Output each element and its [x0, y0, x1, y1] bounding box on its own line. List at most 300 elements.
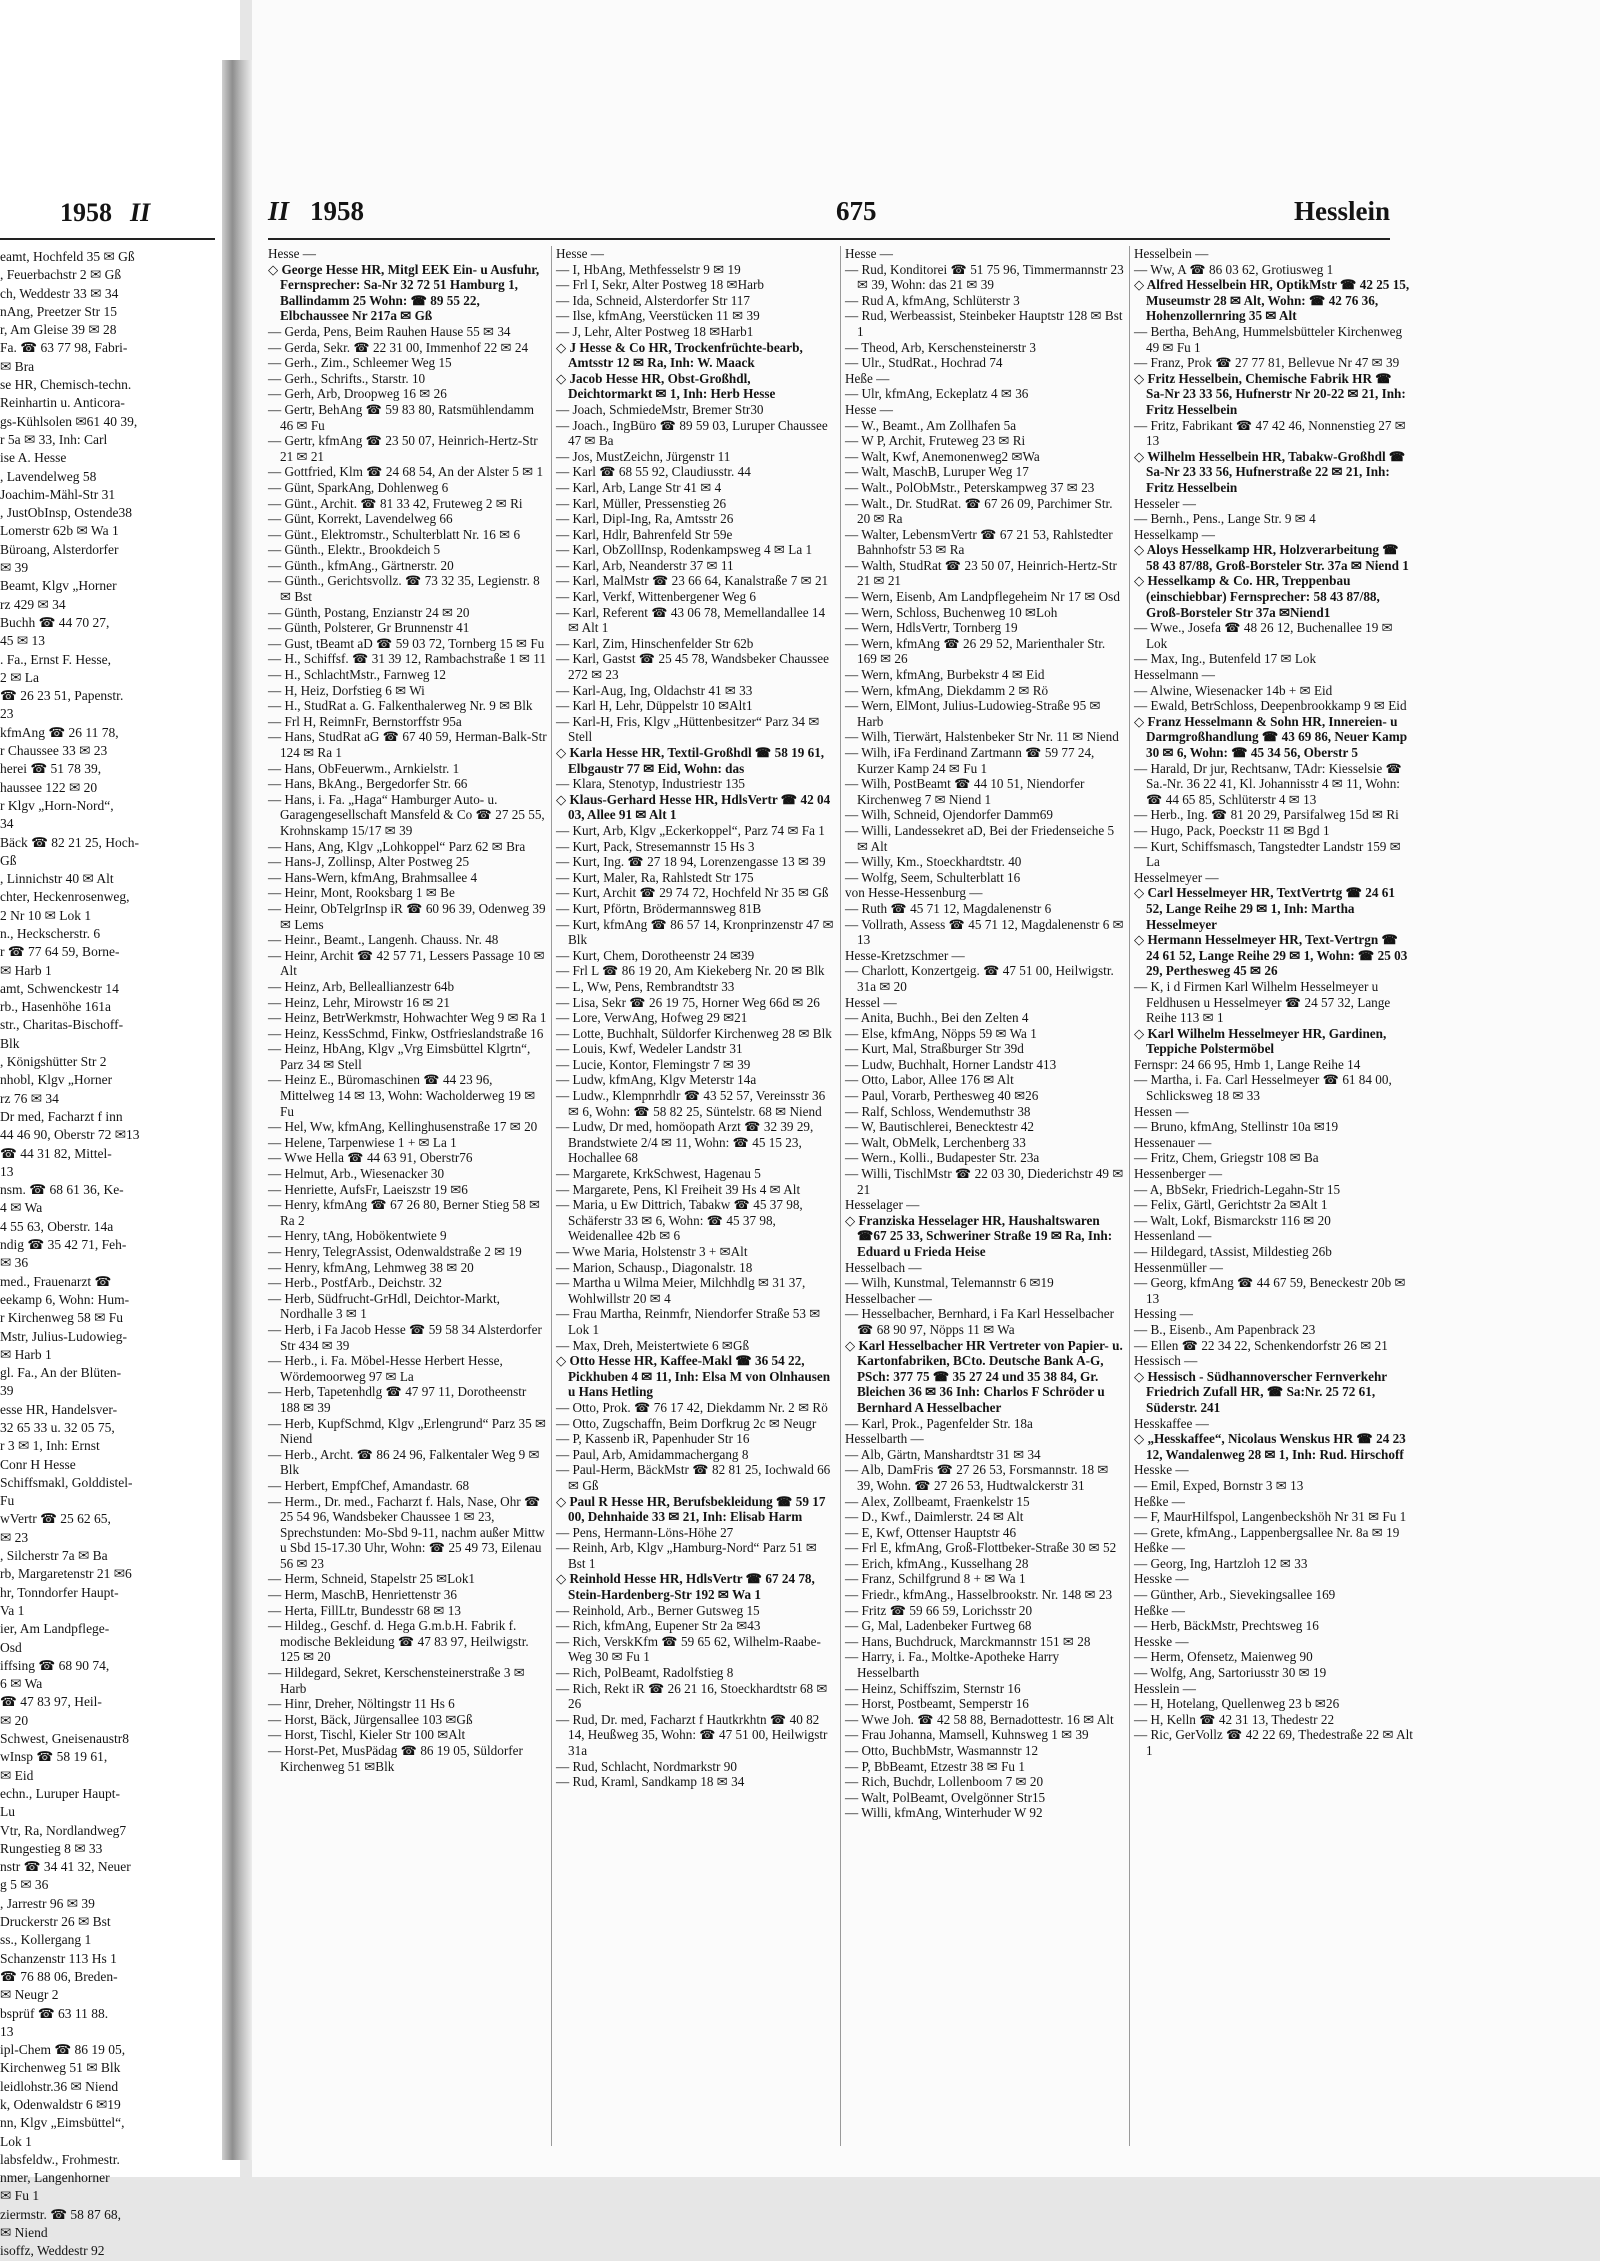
- directory-entry: ◇ Carl Hesselmeyer HR, TextVertrtg ☎ 24 61 52, Lange Reihe 29 ✉ 1, Inh: Martha Hesselmeyer: [1134, 885, 1395, 932]
- directory-entry: — Wern, ElMont, Julius-Ludowieg-Straße 95 ✉ Harb: [845, 698, 1101, 729]
- directory-entry: — Frl I, Sekr, Alter Postweg 18 ✉Harb: [556, 277, 764, 293]
- directory-entry: — Heinr, Mont, Rooksbarg 1 ✉ Be: [268, 885, 455, 901]
- left-page-line: , Königshütter Str 2: [0, 1054, 107, 1070]
- directory-entry: — Kurt, Pack, Stresemannstr 15 Hs 3: [556, 838, 755, 854]
- directory-entry: — Ilse, kfmAng, Veerstücken 11 ✉ 39: [556, 308, 760, 324]
- left-page-line: Dr med, Facharzt f inn: [0, 1108, 123, 1124]
- directory-entry: — Rich, PolBeamt, Radolfstieg 8: [556, 1665, 734, 1681]
- directory-entry: — Hildegard, tAssist, Mildestieg 26b: [1134, 1244, 1332, 1259]
- directory-entry: — Wilh, Schneid, Ojendorfer Damm69: [845, 807, 1053, 823]
- directory-entry: — Herb, Südfrucht-GrHdl, Deichtor-Markt, Nordhalle 3 ✉ 1: [268, 1290, 500, 1322]
- directory-entry: — Horst, Tischl, Kieler Str 100 ✉Alt: [268, 1727, 466, 1743]
- left-page-line: rz 429 ✉ 34: [0, 596, 66, 612]
- directory-entry: — Kurt, Archit ☎ 29 74 72, Hochfeld Nr 35 ✉ Gß: [556, 885, 829, 901]
- directory-entry: — F, MaurHilfspol, Langenbeckshöh Nr 31 ✉ Fu 1: [1134, 1509, 1407, 1525]
- directory-entry: — A, BbSekr, Friedrich-Legahn-Str 15: [1134, 1181, 1341, 1197]
- directory-entry: — Helmut, Arb., Wiesenacker 30: [268, 1166, 445, 1182]
- directory-entry: ◇ J Hesse & Co HR, Trockenfrüchte-bearb, Amtsstr 12 ✉ Ra, Inh: W. Maack: [556, 339, 803, 371]
- left-page-line: nmer, Langenhorner: [0, 2170, 110, 2186]
- directory-entry: — Hans, Buchdruck, Marckmannstr 151 ✉ 28: [845, 1633, 1091, 1649]
- directory-entry: — Hinr, Dreher, Nöltingstr 11 Hs 6: [268, 1696, 455, 1712]
- directory-entry: — Karl H, Lehr, Düppelstr 10 ✉Alt1: [556, 698, 753, 714]
- directory-entry: — H., Schiffsf. ☎ 31 39 12, Rambachstraße 1 ✉ 11: [268, 651, 546, 667]
- left-page-line: iffsing ☎ 68 90 74,: [0, 1657, 110, 1673]
- directory-entry: — Bruno, kfmAng, Stellinstr 10a ✉19: [1134, 1119, 1339, 1135]
- directory-entry: — Erich, kfmAng., Kusselhang 28: [845, 1555, 1029, 1571]
- directory-entry: ◇ Paul R Hesse HR, Berufsbekleidung ☎ 59 17 00, Dehnhaide 33 ✉ 21, Inh: Elisab Harm: [556, 1493, 826, 1525]
- directory-entry: — Gertr, kfmAng ☎ 23 50 07, Heinrich-Hertz-Str 21 ✉ 21: [268, 433, 538, 464]
- left-page-line: , Silcherstr 7a ✉ Ba: [0, 1548, 108, 1564]
- directory-entry: — Kurt, Maler, Ra, Rahlstedt Str 175: [556, 869, 754, 885]
- directory-entry: — Ludw, Buchhalt, Horner Landstr 413: [845, 1056, 1057, 1072]
- left-page-line: Bäck ☎ 82 21 25, Hoch-: [0, 834, 140, 850]
- directory-entry: — Wern, Schloss, Buchenweg 10 ✉Loh: [845, 604, 1058, 620]
- left-page-line: eekamp 6, Wohn: Hum-: [0, 1291, 130, 1307]
- directory-entry: — Gerda, Pens, Beim Rauhen Hause 55 ✉ 34: [268, 323, 511, 339]
- left-page-line: ✉ 36: [0, 1255, 29, 1271]
- directory-entry: — E, Kwf, Ottenser Hauptstr 46: [845, 1524, 1017, 1540]
- directory-entry: — Hans, BkAng., Bergedorfer Str. 66: [268, 776, 468, 792]
- left-page-line: 2 Nr 10 ✉ Lok 1: [0, 907, 92, 923]
- directory-entry: — Lotte, Buchhalt, Süldorfer Kirchenweg 28 ✉ Blk: [556, 1025, 832, 1041]
- directory-entry: — Kurt, Ing. ☎ 27 18 94, Lorenzengasse 13 ✉ 39: [556, 854, 826, 870]
- directory-entry: — Karl ☎ 68 55 92, Claudiusstr. 44: [556, 464, 751, 480]
- left-page-line: Fa. ☎ 63 77 98, Fabri-: [0, 340, 128, 356]
- left-page-line: g 5 ✉ 36: [0, 1877, 49, 1893]
- header-year: 1958: [310, 196, 364, 226]
- directory-entry: — Friedr., kfmAng., Hasselbrookstr. Nr. 148 ✉ 23: [845, 1587, 1113, 1603]
- left-page-line: leidlohstr.36 ✉ Niend: [0, 2078, 119, 2094]
- left-page-line: gs-Kühlsolen ✉61 40 39,: [0, 413, 138, 429]
- directory-entry: — Günt., Elektromstr., Schulterblatt Nr. 16 ✉ 6: [268, 526, 521, 542]
- directory-entry: — Wwe Hella ☎ 44 63 91, Oberstr76: [268, 1150, 473, 1166]
- directory-entry: — Wolfg, Seem, Schulterblatt 16: [845, 869, 1021, 885]
- directory-entry: — Wern., Kolli., Budapester Str. 23a: [845, 1150, 1040, 1166]
- directory-entry: — G, Mal, Ladenbeker Furtweg 68: [845, 1618, 1032, 1634]
- directory-entry: — Gerda, Sekr. ☎ 22 31 00, Immenhof 22 ✉ 24: [268, 339, 529, 355]
- directory-entry: — Rud A, kfmAng, Schlüterstr 3: [845, 292, 1020, 308]
- left-page-line: Schwest, Gneisenaustr8: [0, 1731, 129, 1747]
- directory-entry: — Henry, kfmAng, Lehmweg 38 ✉ 20: [268, 1259, 474, 1275]
- left-page-line: , JustObInsp, Ostende38: [0, 505, 132, 521]
- left-page-line: ☎ 44 31 82, Mittel-: [0, 1145, 112, 1161]
- directory-entry: — Franz, Prok ☎ 27 77 81, Bellevue Nr 47 ✉ 39: [1134, 355, 1400, 371]
- surname-heading: Hesselkamp —: [1134, 526, 1215, 542]
- directory-entry: — Reinhold, Arb., Berner Gutsweg 15: [556, 1602, 760, 1618]
- directory-entry: — Horst, Postbeamt, Semperstr 16: [845, 1696, 1029, 1712]
- left-page-line: ☎ 76 88 06, Breden-: [0, 1968, 118, 1984]
- directory-entry: — Rud, Werbeassist, Steinbeker Hauptstr 128 ✉ Bst 1: [845, 308, 1123, 339]
- directory-entry: — Wern, HdlsVertr, Tornberg 19: [845, 620, 1018, 636]
- directory-entry: — Gottfried, Klm ☎ 24 68 54, An der Alster 5 ✉ 1: [268, 464, 544, 480]
- directory-entry: — Kurt, Chem, Dorotheenstr 24 ✉39: [556, 947, 755, 963]
- directory-entry: — Rich, Rekt iR ☎ 26 21 16, Stoeckhardtstr 68 ✉ 26: [556, 1680, 828, 1712]
- left-page-line: echn., Luruper Haupt-: [0, 1785, 120, 1801]
- directory-entry: ◇ Karla Hesse HR, Textil-Großhdl ☎ 58 19 61, Elbgaustr 77 ✉ Eid, Wohn: das: [556, 745, 825, 776]
- directory-entry: — Herm., Dr. med., Facharzt f. Hals, Nase, Ohr ☎ 25 54 96, Wandsbeker Chaussee 1 ✉ 23, Sprechstunden: Mo-Sbd 9-11, nachm außer Mittw u Sbd 15-17.30 Uhr, Wohn: ☎ 25 49 73, Eilenau 56 ✉ 23: [268, 1493, 545, 1571]
- directory-column-1: [268, 246, 547, 2146]
- column-divider: [551, 246, 552, 2146]
- directory-entry: — Ludw, kfmAng, Klgv Meterstr 14a: [556, 1072, 757, 1088]
- directory-entry: — Heinz, BetrWerkmstr, Hohwachter Weg 9 ✉ Ra 1: [268, 1010, 547, 1026]
- left-page-line: . Fa., Ernst F. Hesse,: [0, 651, 112, 667]
- directory-entry: — Pens, Hermann-Löns-Höhe 27: [556, 1524, 734, 1540]
- left-page-line: 39: [0, 1383, 14, 1399]
- directory-entry: — Felix, Gärtl, Gerichtstr 2a ✉Alt 1: [1134, 1197, 1328, 1213]
- directory-entry: — Martha, i. Fa. Carl Hesselmeyer ☎ 61 84 00, Schlicksweg 18 ✉ 33: [1134, 1072, 1392, 1104]
- directory-entry: — Frau Johanna, Mamsell, Kuhnsweg 1 ✉ 39: [845, 1727, 1089, 1743]
- directory-entry: — Ww, A ☎ 86 03 62, Grotiusweg 1: [1134, 261, 1334, 277]
- surname-heading: Heße —: [845, 370, 890, 386]
- left-page-line: Mstr, Julius-Ludowieg-: [0, 1328, 127, 1344]
- left-page-line: rb, Margaretenstr 21 ✉6: [0, 1566, 132, 1582]
- directory-entry: — Herbert, EmpfChef, Amandastr. 68: [268, 1477, 470, 1493]
- surname-heading: Heßke —: [1134, 1493, 1185, 1509]
- left-page-line: ✉ Harb 1: [0, 1346, 52, 1362]
- directory-entry: — Maria, u Ew Dittrich, Tabakw ☎ 45 37 98, Schäferstr 33 ✉ 6, Wohn: ☎ 45 37 98, Weidenallee 42b ✉ 6: [556, 1197, 803, 1244]
- left-page-line: , Jarrestr 96 ✉ 39: [0, 1895, 95, 1911]
- directory-entry: — Heinz, HbAng, Klgv „Vrg Eimsbüttel Klgrtn“, Parz 34 ✉ Stell: [268, 1041, 531, 1072]
- directory-entry: ◇ Hessisch - Südhannoverscher Fernverkehr Friedrich Zufall HR, ☎ Sa:Nr. 25 72 61, Süderstr. 241: [1134, 1368, 1387, 1415]
- directory-entry: — Günt, SparkAng, Dohlenweg 6: [268, 479, 449, 495]
- directory-entry: — Hildegard, Sekret, Kerschensteinerstraße 3 ✉ Harb: [268, 1665, 525, 1696]
- directory-entry: — Gerh, Arb, Droopweg 16 ✉ 26: [268, 386, 447, 402]
- directory-entry: — Wilh, Tierwärt, Halstenbeker Str Nr. 11 ✉ Niend: [845, 729, 1119, 745]
- directory-entry: — Herm, Schneid, Stapelstr 25 ✉Lok1: [268, 1571, 476, 1587]
- directory-entry: — W., Beamt., Am Zollhafen 5a: [845, 417, 1017, 433]
- directory-entry: — Herb., PostfArb., Deichstr. 32: [268, 1275, 442, 1291]
- directory-entry: — Henriette, AufsFr, Laeiszstr 19 ✉6: [268, 1181, 468, 1197]
- directory-entry: ◇ Karl Wilhelm Hesselmeyer HR, Gardinen, Teppiche Polstermöbel: [1134, 1025, 1387, 1057]
- directory-entry: — Kurt, Pförtn, Brödermannsweg 81B: [556, 900, 762, 916]
- surname-heading: Hessenland —: [1134, 1228, 1212, 1244]
- directory-entry: — Willi, Landessekret aD, Bei der Friedenseiche 5 ✉ Alt: [845, 822, 1115, 854]
- directory-entry: — Herb., Archt. ☎ 86 24 96, Falkentaler Weg 9 ✉ Blk: [268, 1446, 540, 1478]
- directory-entry: — Lucie, Kontor, Flemingstr 7 ✉ 39: [556, 1056, 751, 1072]
- directory-entry: — Walt, PolBeamt, Ovelgönner Str15: [845, 1789, 1046, 1805]
- directory-entry: — Walt, ObMelk, Lerchenberg 33: [845, 1134, 1026, 1150]
- directory-entry: — Anita, Buchh., Bei den Zelten 4: [845, 1010, 1029, 1026]
- directory-entry: — Vollrath, Assess ☎ 45 71 12, Magdalenenstr 6 ✉ 13: [845, 916, 1124, 948]
- directory-entry: — Hans, Ang, Klgv „Lohkoppel“ Parz 62 ✉ Bra: [268, 838, 526, 854]
- surname-heading: Hessenauer —: [1134, 1134, 1212, 1150]
- left-page: [0, 198, 215, 2259]
- left-page-line: hr, Tonndorfer Haupt-: [0, 1584, 119, 1600]
- directory-entry: — Frl L ☎ 86 19 20, Am Kiekeberg Nr. 20 ✉ Blk: [556, 963, 825, 979]
- left-page-line: Conr H Hesse: [0, 1456, 76, 1472]
- left-page-line: ✉ Harb 1: [0, 962, 52, 978]
- directory-entry: — Herm, MaschB, Henriettenstr 36: [268, 1587, 457, 1603]
- left-page-line: r Klgv „Horn-Nord“,: [0, 797, 114, 813]
- directory-entry: — Jos, MustZeichn, Jürgenstr 11: [556, 448, 731, 464]
- directory-entry: ◇ Hesselkamp & Co. HR, Treppenbau (einschiebbar) Fernsprecher: 58 43 87/88, Groß-Borsteler Str 37a ✉Niend1: [1134, 573, 1380, 620]
- surname-heading: Hesselmann —: [1134, 667, 1215, 683]
- surname-heading: Hesselbach —: [845, 1259, 922, 1275]
- left-page-line: ✉ Bra: [0, 358, 35, 374]
- left-page-line: bsprüf ☎ 63 11 88.: [0, 2005, 109, 2021]
- directory-entry: — Heinz, Lehr, Mirowstr 16 ✉ 21: [268, 994, 450, 1010]
- directory-entry: — Henry, kfmAng ☎ 67 26 80, Berner Stieg 58 ✉ Ra 2: [268, 1197, 541, 1228]
- header-volume: II: [268, 196, 290, 226]
- header-rule: [268, 238, 1390, 240]
- left-page-line: Fu: [0, 1493, 15, 1509]
- directory-entry: — I, HbAng, Methfesselstr 9 ✉ 19: [556, 261, 741, 277]
- directory-entry: — Alex, Zollbeamt, Fraenkelstr 15: [845, 1493, 1030, 1509]
- directory-entry: — Else, kfmAng, Nöpps 59 ✉ Wa 1: [845, 1025, 1037, 1041]
- directory-entry: — P, BbBeamt, Etzestr 38 ✉ Fu 1: [845, 1758, 1025, 1774]
- left-page-line: Rungestieg 8 ✉ 33: [0, 1840, 103, 1856]
- left-page-line: 23: [0, 706, 14, 722]
- left-page-line: nn, Klgv „Eimsbüttel“,: [0, 2115, 125, 2131]
- directory-entry: — Kurt, Schiffsmasch, Tangstedter Landstr 159 ✉ La: [1134, 838, 1401, 870]
- directory-entry: — Margarete, Pens, Kl Freiheit 39 Hs 4 ✉ Alt: [556, 1181, 801, 1197]
- left-page-line: chter, Heckenrosenweg,: [0, 889, 130, 905]
- left-page-line: r 3 ✉ 1, Inh: Ernst: [0, 1438, 100, 1454]
- directory-entry: — Martha u Wilma Meier, Milchhdlg ✉ 31 37, Wohlwillstr 20 ✉ 4: [556, 1275, 806, 1306]
- directory-entry: — Walth, StudRat ☎ 23 50 07, Heinrich-Hertz-Str 21 ✉ 21: [845, 557, 1117, 589]
- left-page-line: ✉ Neugr 2: [0, 1987, 59, 2003]
- surname-heading: Hesselmeyer —: [1134, 869, 1219, 885]
- directory-entry: — Wilh, PostBeamt ☎ 44 10 51, Niendorfer Kirchenweg 7 ✉ Niend 1: [845, 776, 1085, 807]
- left-page-line: ✉ 39: [0, 560, 29, 576]
- directory-entry: — Fritz, Chem, Griegstr 108 ✉ Ba: [1134, 1150, 1319, 1166]
- directory-entry: — Alwine, Wiesenacker 14b + ✉ Eid: [1134, 682, 1333, 698]
- directory-entry: — Margarete, KrkSchwest, Hagenau 5: [556, 1166, 761, 1182]
- directory-entry: — Günth, Postang, Enzianstr 24 ✉ 20: [268, 604, 470, 620]
- left-page-line: Osd: [0, 1639, 22, 1655]
- left-page-line: 13: [0, 2023, 14, 2039]
- right-page-header: [268, 196, 1390, 236]
- left-page-line: 6 ✉ Wa: [0, 1676, 43, 1692]
- directory-entry: — Rud, Dr. med, Facharzt f Hautkrkhtn ☎ 40 82 14, Heußweg 35, Wohn: ☎ 47 51 00, Heilwigstr 31a: [556, 1711, 828, 1758]
- directory-entry: Fernspr: 24 66 95, Hmb 1, Lange Reihe 14: [1134, 1056, 1361, 1072]
- left-page-line: , Linnichstr 40 ✉ Alt: [0, 871, 114, 887]
- left-page-line: wInsp ☎ 58 19 61,: [0, 1749, 108, 1765]
- left-page-line: Büroang, Alsterdorfer: [0, 541, 119, 557]
- left-page-line: nstr ☎ 34 41 32, Neuer: [0, 1859, 131, 1875]
- directory-entry: — Reinh, Arb, Klgv „Hamburg-Nord“ Parz 51 ✉ Bst 1: [556, 1540, 817, 1571]
- directory-entry: — Ruth ☎ 45 71 12, Magdalenenstr 6: [845, 900, 1052, 916]
- directory-entry: — Heinr, ObTelgrInsp iR ☎ 60 96 39, Odenweg 39 ✉ Lems: [268, 900, 546, 932]
- directory-entry: — Karl-Aug, Ing, Oldachstr 41 ✉ 33: [556, 682, 753, 698]
- directory-entry: — Gertr, BehAng ☎ 59 83 80, Ratsmühlendamm 46 ✉ Fu: [268, 401, 535, 433]
- directory-entry: — K, i d Firmen Karl Wilhelm Hesselmeyer u Feldhusen u Hesselmeyer ☎ 24 57 32, Lange Reihe 113 ✉ 1: [1134, 978, 1391, 1026]
- directory-entry: ◇ Wilhelm Hesselbein HR, Tabakw-Großhdl ☎ Sa-Nr 23 33 56, Hufnerstraße 22 ✉ 21, Inh: Fritz Hesselbein: [1134, 448, 1406, 495]
- left-page-line: Joachim-Mähl-Str 31: [0, 486, 116, 502]
- directory-entry: — Ludw., Klempnrhdlr ☎ 43 52 57, Vereinsstr 36 ✉ 6, Wohn: ☎ 58 82 25, Süntelstr. 68 ✉ Niend: [556, 1088, 826, 1119]
- directory-entry: — Horst, Bäck, Jürgensallee 103 ✉Gß: [268, 1711, 473, 1727]
- directory-column-2: [556, 246, 835, 2146]
- directory-entry: — B., Eisenb., Am Papenbrack 23: [1134, 1321, 1316, 1337]
- surname-heading: Hessenmüller —: [1134, 1259, 1223, 1275]
- directory-entry: ◇ George Hesse HR, Mitgl EEK Ein- u Ausfuhr, Fernsprecher: Sa-Nr 32 72 51 Hamburg 1, Ballindamm 25 Wohn: ☎ 89 55 22, Elbchaussee Nr 217a ✉ Gß: [268, 261, 540, 324]
- left-page-line: se HR, Chemisch-techn.: [0, 377, 132, 393]
- directory-entry: — Alb, Gärtn, Manshardtstr 31 ✉ 34: [845, 1446, 1041, 1462]
- column-divider: [840, 246, 841, 2146]
- directory-entry: — Heinr, Archit ☎ 42 57 71, Lessers Passage 10 ✉ Alt: [268, 947, 545, 979]
- directory-entry: — Willi, kfmAng, Winterhuder W 92: [845, 1805, 1043, 1821]
- directory-entry: — Paul, Arb, Amidammachergang 8: [556, 1446, 749, 1462]
- directory-entry: — Charlott, Konzertgeig. ☎ 47 51 00, Heilwigstr. 31a ✉ 20: [845, 963, 1114, 994]
- directory-entry: ◇ Jacob Hesse HR, Obst-Großhdl, Deichtormarkt ✉ 1, Inh: Herb Hesse: [556, 370, 776, 402]
- directory-entry: — Günth., Elektr., Brookdeich 5: [268, 542, 441, 558]
- directory-entry: ◇ „Hesskaffee“, Nicolaus Wenskus HR ☎ 24 23 12, Wandalenweg 28 ✉ 1, Inh: Rud. Hirschoff: [1134, 1431, 1406, 1462]
- directory-entry: — Karl, Zim, Hinschenfelder Str 62b: [556, 635, 754, 651]
- directory-entry: ◇ Fritz Hesselbein, Chemische Fabrik HR ☎ Sa-Nr 23 33 56, Hufnerstr Nr 20-22 ✉ 21, Inh: Fritz Hesselbein: [1134, 370, 1406, 417]
- directory-entry: — Hans-Wern, kfmAng, Brahmsallee 4: [268, 869, 478, 885]
- left-page-line: 13: [0, 1163, 14, 1179]
- directory-entry: — Hugo, Pack, Poeckstr 11 ✉ Bgd 1: [1134, 822, 1330, 838]
- directory-entry: ◇ Hermann Hesselmeyer HR, Text-Vertrgn ☎ 24 61 52, Lange Reihe 29 ✉ 1, Wohn: ☎ 25 03 29, Perthesweg 45 ✉ 26: [1134, 932, 1408, 979]
- left-page-line: Kirchenweg 51 ✉ Blk: [0, 2060, 121, 2076]
- directory-entry: — Harald, Dr jur, Rechtsanw, TAdr: Kiesselsie ☎ Sa.-Nr. 36 22 41, Kl. Johannisstr 4 ✉ 11, Wohn: ☎ 44 65 85, Schlüterstr 4 ✉ 13: [1134, 760, 1402, 807]
- surname-heading: Hessisch —: [1134, 1353, 1198, 1369]
- directory-entry: — Max, Dreh, Meistertwiete 6 ✉Gß: [556, 1337, 750, 1353]
- directory-entry: — Harry, i. Fa., Moltke-Apotheke Harry Hesselbarth: [845, 1649, 1060, 1681]
- directory-entry: — Otto, Labor, Allee 176 ✉ Alt: [845, 1072, 1014, 1088]
- surname-heading: Hesseler —: [1134, 495, 1196, 511]
- directory-entry: — Georg, kfmAng ☎ 44 67 59, Beneckestr 20b ✉ 13: [1134, 1275, 1406, 1306]
- directory-entry: — Hildeg., Geschf. d. Hega G.m.b.H. Fabrik f. modische Bekleidung ☎ 47 83 97, Heilwigstr. 125 ✉ 20: [268, 1618, 529, 1665]
- page-number: 675: [836, 196, 877, 226]
- directory-entry: — Hans, StudRat aG ☎ 67 40 59, Herman-Balk-Str 124 ✉ Ra 1: [268, 729, 547, 760]
- surname-heading: Heßke —: [1134, 1540, 1185, 1556]
- directory-entry: — Ida, Schneid, Alsterdorfer Str 117: [556, 292, 750, 308]
- directory-entry: — Rich, kfmAng, Eupener Str 2a ✉43: [556, 1618, 761, 1634]
- directory-entry: — Karl, Gastst ☎ 25 45 78, Wandsbeker Chaussee 272 ✉ 23: [556, 651, 829, 683]
- directory-entry: — Gerh., Zim., Schleemer Weg 15: [268, 355, 452, 371]
- left-page-line: amt, Schwenckestr 14: [0, 980, 119, 996]
- directory-entry: — Walt, MaschB, Luruper Weg 17: [845, 464, 1029, 480]
- surname-heading: Hesske —: [1134, 1571, 1189, 1587]
- left-page-line: isoffz, Weddestr 92: [0, 2243, 105, 2259]
- directory-entry: — Frl H, ReimnFr, Bernstorffstr 95a: [268, 713, 462, 729]
- directory-entry: — Paul-Herm, BäckMstr ☎ 82 81 25, Iochwald 66 ✉ Gß: [556, 1462, 831, 1493]
- directory-entry: — Heinz, Arb, Belleallianzestr 64b: [268, 978, 455, 994]
- directory-entry: — W P, Archit, Fruteweg 23 ✉ Ri: [845, 433, 1026, 449]
- left-page-line: haussee 122 ✉ 20: [0, 779, 98, 795]
- left-page-line: r ☎ 77 64 59, Borne-: [0, 944, 120, 960]
- left-page-line: rz 76 ✉ 34: [0, 1090, 59, 1106]
- left-page-line: 44 46 90, Oberstr 72 ✉13: [0, 1127, 140, 1143]
- left-page-line: esse HR, Handelsver-: [0, 1401, 118, 1417]
- surname-heading: Hesse —: [556, 246, 604, 261]
- left-page-line: ☎ 26 23 51, Papenstr.: [0, 688, 124, 704]
- left-page-line: ✉ 23: [0, 1529, 29, 1545]
- left-page-line: 45 ✉ 13: [0, 633, 46, 649]
- directory-entry: — Paul, Vorarb, Perthesweg 40 ✉26: [845, 1088, 1039, 1104]
- surname-heading: von Hesse-Hessenburg —: [845, 885, 983, 901]
- left-page-line: rb., Hasenhöhe 161a: [0, 999, 111, 1015]
- directory-entry: — Günth., kfmAng., Gärtnerstr. 20: [268, 557, 454, 573]
- surname-heading: Hesselbarth —: [845, 1431, 924, 1447]
- left-page-line: r 5a ✉ 33, Inh: Carl: [0, 431, 108, 447]
- directory-entry: — Ric, GerVollz ☎ 42 22 69, Thedestraße 22 ✉ Alt 1: [1134, 1727, 1413, 1758]
- left-page-line: Lu: [0, 1804, 15, 1820]
- directory-entry: — Otto, Prok. ☎ 76 17 42, Diekdamm Nr. 2 ✉ Rö: [556, 1399, 828, 1415]
- directory-entry: — Frl E, kfmAng, Groß-Flottbeker-Straße 30 ✉ 52: [845, 1540, 1117, 1556]
- directory-entry: — Fritz ☎ 59 66 59, Lorichsstr 20: [845, 1602, 1033, 1618]
- directory-entry: — Heinr., Beamt., Langenh. Chauss. Nr. 48: [268, 932, 499, 948]
- directory-entry: — Kurt, Arb, Klgv „Eckerkoppel“, Parz 74 ✉ Fa 1: [556, 822, 825, 838]
- surname-heading: Heßke —: [1134, 1602, 1185, 1618]
- directory-entry: ◇ Franziska Hesselager HR, Haushaltswaren ☎67 25 33, Schweriner Straße 19 ✉ Ra, Inh: Eduard u Frieda Heise: [845, 1212, 1113, 1259]
- left-page-line: Druckerstr 26 ✉ Bst: [0, 1914, 111, 1930]
- left-page-line: r Kirchenweg 58 ✉ Fu: [0, 1310, 124, 1326]
- left-page-line: kfmAng ☎ 26 11 78,: [0, 724, 119, 740]
- surname-heading: Hesske —: [1134, 1633, 1189, 1649]
- directory-entry: — Fritz, Fabrikant ☎ 47 42 46, Nonnenstieg 27 ✉ 13: [1134, 417, 1406, 449]
- left-page-line: 2 ✉ La: [0, 669, 40, 685]
- surname-heading: Hesse-Kretzschmer —: [845, 947, 965, 963]
- directory-entry: — Hel, Ww, kfmAng, Kellinghusenstraße 17 ✉ 20: [268, 1119, 538, 1135]
- surname-heading: Hessen —: [1134, 1103, 1189, 1119]
- directory-entry: — Grete, kfmAng., Lappenbergsallee Nr. 8a ✉ 19: [1134, 1524, 1400, 1540]
- left-page-line: eamt, Hochfeld 35 ✉ Gß: [0, 249, 135, 264]
- directory-entry: — Karl, Müller, Pressenstieg 26: [556, 495, 727, 511]
- left-page-line: r, Am Gleise 39 ✉ 28: [0, 322, 117, 338]
- directory-entry: — Karl, Verkf, Wittenbergener Weg 6: [556, 589, 756, 605]
- directory-entry: ◇ Alfred Hesselbein HR, OptikMstr ☎ 42 25 15, Museumstr 28 ✉ Alt, Wohn: ☎ 42 76 36, Hohenzollernring 35 ✉ Alt: [1134, 277, 1410, 324]
- directory-entry: — Wwe Joh. ☎ 42 58 88, Bernadottestr. 16 ✉ Alt: [845, 1711, 1114, 1727]
- directory-entry: — D., Kwf., Daimlerstr. 24 ✉ Alt: [845, 1509, 1024, 1525]
- directory-entry: — Max, Ing., Butenfeld 17 ✉ Lok: [1134, 651, 1317, 667]
- directory-entry: — Willi, TischlMstr ☎ 22 03 30, Diederichstr 49 ✉ 21: [845, 1166, 1124, 1197]
- surname-heading: Hessing —: [1134, 1306, 1193, 1322]
- directory-entry: — Herb, BäckMstr, Prechtsweg 16: [1134, 1618, 1319, 1634]
- directory-entry: — J, Lehr, Alter Postweg 18 ✉Harb1: [556, 323, 754, 339]
- left-page-line: , Feuerbachstr 2 ✉ Gß: [0, 267, 122, 283]
- left-page-line: ✉ 20: [0, 1712, 29, 1728]
- directory-entry: — Walt, Kwf, Anemonenweg2 ✉Wa: [845, 448, 1040, 464]
- directory-entry: ◇ Karl Hesselbacher HR Vertreter von Papier- u. Kartonfabriken, BCto. Deutsche Bank A-G, PSch: 377 75 ☎ 35 27 24 und 35 38 84, Gr. Bleichen 36 ✉ 36 Inh: Charlos F Schröder u Bernhard A Hesselbacher: [845, 1337, 1123, 1415]
- surname-heading: Hesskaffee —: [1134, 1415, 1209, 1431]
- header-keyword: Hesslein: [1293, 196, 1390, 226]
- directory-entry: — Rich, VerskKfm ☎ 59 65 62, Wilhelm-Raabe-Weg 30 ✉ Fu 1: [556, 1633, 821, 1665]
- directory-entry: — Karl, Arb, Lange Str 41 ✉ 4: [556, 479, 722, 495]
- directory-entry: — Franz, Schilfgrund 8 + ✉ Wa 1: [845, 1571, 1026, 1587]
- left-page-line: , Lavendelweg 58: [0, 468, 97, 484]
- directory-entry: — Karl, MalMstr ☎ 23 66 64, Kanalstraße 7 ✉ 21: [556, 573, 829, 589]
- directory-entry: — Alb, DamFris ☎ 27 26 53, Forsmannstr. 18 ✉ 39, Wohn. ☎ 27 26 53, Hudtwalckerstr 31: [845, 1462, 1109, 1493]
- directory-entry: — Gerh., Schrifts., Starstr. 10: [268, 370, 426, 386]
- directory-entry: — Ulr., StudRat., Hochrad 74: [845, 355, 1003, 371]
- column-divider: [1129, 246, 1130, 2146]
- directory-entry: ◇ Aloys Hesselkamp HR, Holzverarbeitung ☎ 58 43 87/88, Groß-Borsteler Str. 37a ✉ Niend 1: [1134, 542, 1409, 573]
- directory-entry: — Wilh, Kunstmal, Telemannstr 6 ✉19: [845, 1275, 1054, 1291]
- surname-heading: Hesse —: [268, 246, 316, 261]
- directory-entry: — Hans, i. Fa. „Haga“ Hamburger Auto- u. Garagengesellschaft Mansfeld & Co ☎ 27 25 55, Krohnskamp 15/17 ✉ 39: [268, 791, 545, 838]
- surname-heading: Hesse —: [845, 246, 893, 261]
- directory-entry: — Wwe., Josefa ☎ 48 26 12, Buchenallee 19 ✉ Lok: [1134, 620, 1393, 651]
- directory-entry: — Wilh, iFa Ferdinand Zartmann ☎ 59 77 24, Kurzer Kamp 24 ✉ Fu 1: [845, 745, 1095, 776]
- directory-entry: — Emil, Exped, Bornstr 3 ✉ 13: [1134, 1477, 1304, 1493]
- directory-entry: — Rud, Kraml, Sandkamp 18 ✉ 34: [556, 1774, 745, 1790]
- surname-heading: Hesselager —: [845, 1197, 920, 1213]
- directory-entry: — Ulr, kfmAng, Eckeplatz 4 ✉ 36: [845, 386, 1029, 402]
- left-page-line: Schanzenstr 113 Hs 1: [0, 1950, 117, 1966]
- directory-entry: — H, Heiz, Dorfstieg 6 ✉ Wi: [268, 682, 425, 698]
- left-page-line: nsm. ☎ 68 61 36, Ke-: [0, 1182, 124, 1198]
- left-page-line: n., Heckscherstr. 6: [0, 925, 101, 941]
- directory-entry: — Kurt, kfmAng ☎ 86 57 14, Kronprinzenstr 47 ✉ Blk: [556, 916, 834, 948]
- directory-entry: — Ewald, BetrSchloss, Deepenbrookkamp 9 ✉ Eid: [1134, 698, 1407, 714]
- left-header-year: 1958: [60, 198, 112, 227]
- left-page-line: str., Charitas-Bischoff-: [0, 1017, 124, 1033]
- left-page-line: Gß: [0, 852, 17, 868]
- directory-entry: — Karl, ObZollInsp, Rodenkampsweg 4 ✉ La 1: [556, 542, 813, 558]
- surname-heading: Hesslein —: [1134, 1680, 1196, 1696]
